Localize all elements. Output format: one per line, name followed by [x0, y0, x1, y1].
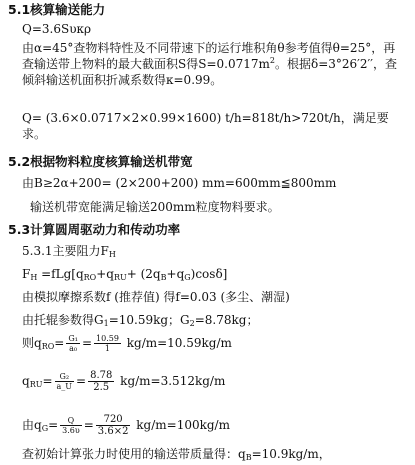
section-5-1-heading: 5.1核算输送能力: [8, 2, 106, 17]
capacity-paragraph-text-a: 由α=45°查物料特性及不同带速下的运行堆积角θ参考值得θ=25°，再查输送带上物料的最大截面积S得S=0.0717m: [22, 41, 396, 71]
belt-mass-text: [22, 446, 331, 462]
qg-fraction-numeric-den: 3.6×2: [97, 426, 129, 437]
belt-mass-text-a: 查初始计算张力时使用的输送带质量得：q: [22, 447, 246, 461]
qru-result: kg/m=3.512kg/m: [116, 374, 226, 388]
idler-sub-2: 2: [189, 319, 195, 328]
main-resistance-formula: [22, 266, 227, 282]
fh-sub-ru: RU: [113, 273, 127, 282]
idler-parameters-text: [22, 312, 258, 328]
qro-symbol: 则q: [22, 336, 42, 350]
idler-text-b: =10.59kg；G: [108, 313, 190, 327]
capacity-formula: Q=3.6Sυκρ: [22, 22, 92, 36]
fh-term-4: +q: [166, 267, 185, 281]
fh-term-2: +q: [96, 267, 114, 281]
qg-fraction-symbolic-num: Q: [60, 416, 82, 426]
qru-fraction-numeric-den: 2.5: [93, 382, 110, 393]
capacity-paragraph: [22, 40, 406, 88]
qg-fraction-numeric: [96, 414, 131, 437]
main-resistance-subscript: H: [108, 250, 116, 259]
qg-symbol: 由q: [22, 418, 42, 432]
idler-sub-1: 1: [103, 319, 109, 328]
qru-fraction-symbolic: [55, 372, 75, 391]
qg-subscript: G: [41, 424, 49, 433]
qru-subscript: RU: [29, 380, 43, 389]
area-exponent: 2: [269, 56, 275, 65]
fh-sub-g: G: [184, 273, 191, 282]
qg-result: kg/m=100kg/m: [132, 418, 230, 432]
qro-fraction-numeric: [94, 334, 121, 353]
qg-fraction-numeric-num: 720: [96, 414, 131, 426]
friction-coefficient-text: 由模拟摩擦系数f (推荐值) 得f=0.03 (多尘、潮湿): [22, 290, 290, 304]
belt-width-conclusion: 输送机带宽能满足输送200mm粒度物料要求。: [30, 200, 280, 214]
fh-term-3: + (2q: [126, 267, 161, 281]
belt-mass-subscript: B: [245, 453, 252, 462]
qro-fraction-numeric-num: 10.59: [96, 334, 119, 343]
idler-text-c: =8.78kg；: [194, 313, 259, 327]
capacity-paragraph-text-b: 。根据δ=3°26′2′′，查倾斜输送机面积折减系数得κ=0.99。: [22, 57, 397, 87]
section-5-3-1-heading: [22, 243, 116, 259]
fh-term-1: =fLg[q: [37, 267, 84, 281]
qru-fraction-symbolic-num: G₂: [55, 372, 75, 382]
qru-fraction-numeric: [88, 370, 114, 393]
qg-fraction-symbolic: [60, 416, 82, 435]
qro-fraction-symbolic: [66, 334, 80, 353]
fh-sub-b: B: [160, 273, 167, 282]
qro-subscript: RO: [41, 342, 55, 351]
fh-subscript: H: [30, 273, 38, 282]
qg-equation: 由$q_G=$ $\frac{Q}{3.6\upsilon}$ = $\frac{720}{3.6\times 2}$ kg/m=100kg/m: [22, 414, 230, 437]
fh-term-end: )cosδ]: [190, 267, 228, 281]
qro-fraction-symbolic-den: a₀: [69, 344, 78, 353]
idler-text-a: 由托辊参数得G: [22, 313, 104, 327]
belt-width-calculation: 由B≥2α+200= (2×200+200) mm=600mm≦800mm: [22, 176, 337, 190]
qro-result: kg/m=10.59kg/m: [122, 336, 232, 350]
section-5-3-heading: 5.3计算圆周驱动力和传动功率: [8, 222, 181, 237]
qg-fraction-symbolic-den: 3.6υ: [62, 426, 80, 435]
belt-mass-text-b: =10.9kg/m，: [251, 447, 331, 461]
qru-equation: $q_{RU}=$ $\frac{\text{G₂}}{a\_U}$ = $\frac{8.78}{2.5}$ kg/m=3.512kg/m: [22, 370, 226, 393]
qro-fraction-numeric-den: 1: [104, 344, 111, 353]
main-resistance-label: 5.3.1主要阻力F: [22, 244, 109, 258]
qru-symbol: q: [22, 374, 30, 388]
qru-fraction-numeric-num: 8.78: [90, 370, 113, 381]
qru-fraction-symbolic-den: a_U: [56, 382, 73, 391]
qro-equation: 则$q_{RO}=$ $\frac{\text{G₁}}{\text{a₀}}$ = $\frac{10.59}{1}$ kg/m=10.59kg/m: [22, 334, 232, 353]
qro-fraction-symbolic-num: G₁: [68, 334, 78, 343]
fh-symbol: F: [22, 267, 31, 281]
fh-sub-ro: RO: [83, 273, 97, 282]
section-5-2-heading: 5.2根据物料粒度核算输送机带宽: [8, 154, 193, 169]
capacity-calculation: Q= (3.6×0.0717×2×0.99×1600) t/h=818t/h>720t/h，满足要求。: [22, 111, 389, 141]
